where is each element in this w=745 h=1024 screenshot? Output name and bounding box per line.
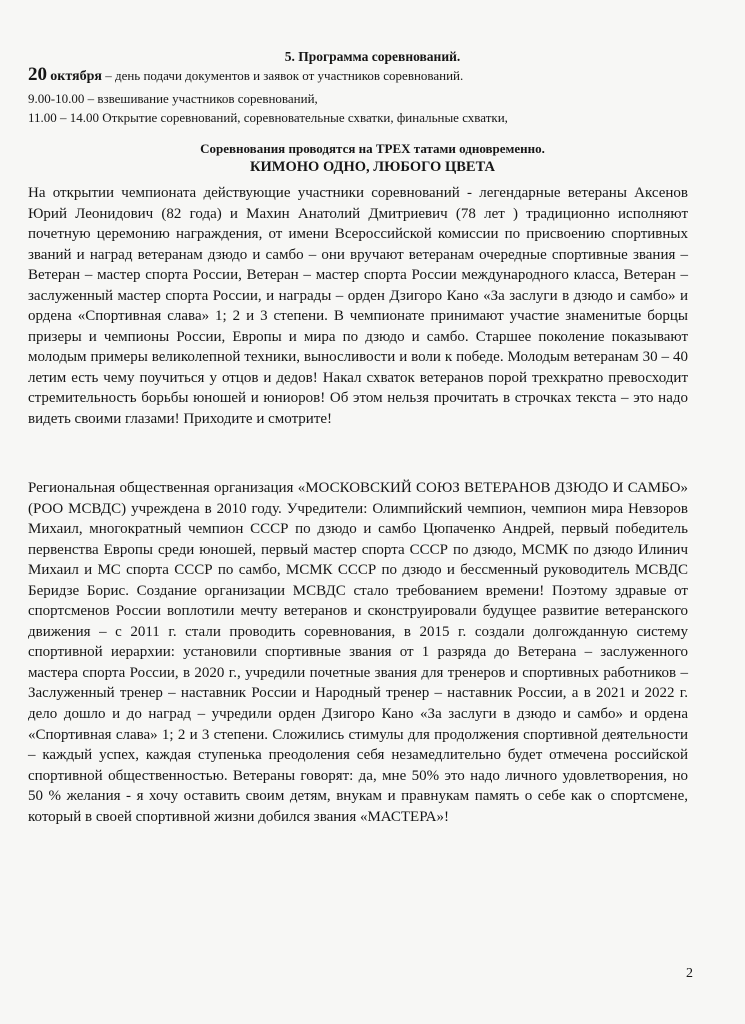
paragraph-organization: Региональная общественная организация «МОСКОВСКИЙ СОЮЗ ВЕТЕРАНОВ ДЗЮДО И САМБО» (РОО МСВДС) учреждена в 2010 году. Учредители: Олимпийский чемпион, чемпион мира Невзоров Михаил, многократный чемпион СССР по дзюдо и самбо Цюпаченко Андрей, первый победитель первенства Европы среди юношей, первый мастер спорта СССР по дзюдо, МСМК по дзюдо Илинич Михаил и МС спорта СССР по самбо, МСМК СССР по дзюдо и бессменный руководитель МСВДС Беридзе Борис. Создание организации МСВДС стало требованием времени! Поэтому здравые от спортсменов России воплотили мечту ветеранов и сконструировали будущее развитие ветеранского движения – с 2011 г. стали проводить соревнования, в 2015 г. создали долгожданную систему спортивной иерархии: установили спортивные звания от 1 разряда до Ветерана – заслуженного мастера спорта России, в 2020 г., учредили почетные звания для тренеров и спортивных работников – Заслуженный тренер – наставник России и Народный тренер – наставник России, а в 2021 и 2022 г. дело дошло и до наград – учредили орден Дзигоро Кано «За заслуги в дзюдо и самбо» и ордена «Спортивная слава» 1; 2 и 3 степени. Сложились стимулы для продолжения спортивной деятельности – каждый успех, каждая ступенька преодоления себя незамедлительно будет отмечена российской спортивной общественностью. Ветераны говорят: да, мне 50% это надо личного удовлетворения, но 50 % желания - я хочу оставить своим детям, внукам и правнукам память о себе как о спортсмене, который в своей спортивной жизни добился звания «МАСТЕРА»!	[28, 480, 688, 825]
kimono-note: КИМОНО ОДНО, ЛЮБОГО ЦВЕТА	[250, 159, 495, 175]
paragraph-opening-ceremony: На открытии чемпионата действующие участники соревнований - легендарные ветераны Аксенов Юрий Леонидович (82 года) и Махин Анатолий Дмитриевич (78 лет ) традиционно исполняют почетную церемонию награждения, от имени Всероссийской комиссии по присвоению спортивных званий и наград ветеранам дзюдо и самбо – они вручают ветеранам очередные спортивные звания – Ветеран – мастер спорта России, Ветеран – мастер спорта России международного класса, Ветеран – заслуженный мастер спорта России, и награды – орден Дзигоро Кано «За заслуги в дзюдо и самбо» и ордена «Спортивная слава» 1; 2 и 3 степени. В чемпионате принимают участие знаменитые борцы призеры и чемпионы России, Европы и мира по дзюдо и самбо. Старшее поколение показывают молодым примеры великолепной техники, выносливости и воли к победе. Молодым ветеранам 30 – 40 летим есть чему поучиться у отцов и дедов! Накал схваток ветеранов порой трехкратно превосходит стремительность борьбы юношей и юниоров! Об этом нельзя прочитать в строчках текста – это надо видеть своими глазами! Приходите и смотрите!	[28, 185, 688, 428]
section-title: 5. Программа соревнований.	[284, 49, 461, 64]
schedule-date-text: – день подачи документов и заявок от участников соревнований.	[101, 68, 464, 83]
schedule-date-line	[28, 64, 463, 86]
schedule-weigh-in: 9.00-10.00 – взвешивание участников соревнований,	[28, 91, 318, 106]
schedule-date-month: октября	[50, 69, 102, 84]
tatami-note: Соревнования проводятся на ТРЕХ татами одновременно.	[200, 141, 545, 156]
schedule-date-day: 20	[28, 64, 47, 85]
page-number: 2	[686, 966, 693, 981]
schedule-opening: 11.00 – 14.00 Открытие соревнований, соревновательные схватки, финальные схватки,	[28, 110, 508, 125]
